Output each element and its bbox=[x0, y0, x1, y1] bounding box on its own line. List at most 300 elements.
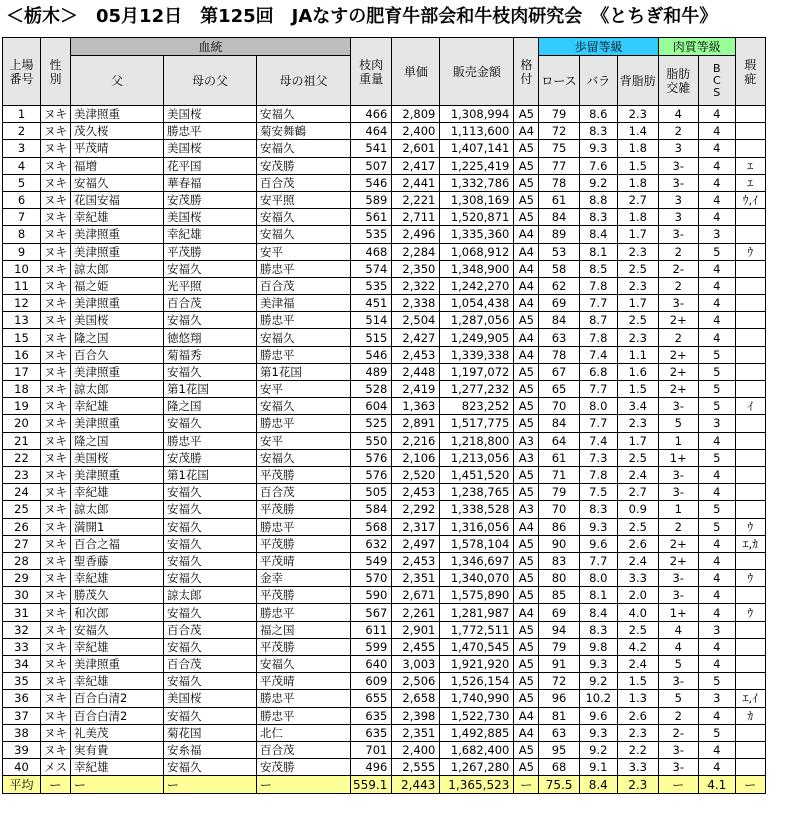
cell-grade: A5 bbox=[514, 415, 539, 432]
cell-grade: A5 bbox=[514, 535, 539, 552]
cell-weight: 567 bbox=[351, 604, 392, 621]
cell-number: 5 bbox=[3, 174, 41, 191]
cell-unit-price: 2,400 bbox=[392, 123, 440, 140]
cell-loin: 72 bbox=[539, 123, 579, 140]
table-row bbox=[3, 415, 766, 432]
cell-weight: 574 bbox=[351, 260, 392, 277]
table-row bbox=[3, 174, 766, 191]
average-sex: ー bbox=[41, 776, 71, 794]
cell-bcs: 4 bbox=[698, 123, 735, 140]
header-weight: 枝肉 重量 bbox=[351, 38, 392, 106]
table-body bbox=[3, 106, 766, 776]
cell-grade: A4 bbox=[514, 329, 539, 346]
header-yield-grade: 歩留等級 bbox=[539, 38, 658, 56]
cell-mother-grandfather: 平茂勝 bbox=[257, 587, 351, 604]
cell-grade: A5 bbox=[514, 466, 539, 483]
cell-mother-father: 百合茂 bbox=[164, 621, 257, 638]
carcass-results-table bbox=[2, 37, 766, 794]
cell-grade: A5 bbox=[514, 673, 539, 690]
cell-defect bbox=[735, 346, 765, 363]
cell-marbling: 3- bbox=[658, 295, 698, 312]
cell-unit-price: 2,400 bbox=[392, 741, 440, 758]
cell-weight: 466 bbox=[351, 106, 392, 123]
cell-bcs: 5 bbox=[698, 381, 735, 398]
cell-back-fat: 2.5 bbox=[617, 621, 658, 638]
cell-sex: ヌキ bbox=[41, 295, 71, 312]
average-mother-grandfather: ー bbox=[257, 776, 351, 794]
cell-sales: 1,407,141 bbox=[440, 140, 514, 157]
cell-mother-grandfather: 安福久 bbox=[257, 209, 351, 226]
cell-weight: 655 bbox=[351, 690, 392, 707]
cell-unit-price: 2,322 bbox=[392, 277, 440, 294]
cell-bcs: 4 bbox=[698, 707, 735, 724]
cell-marbling: 2- bbox=[658, 724, 698, 741]
cell-father: 隆之国 bbox=[71, 329, 164, 346]
cell-mother-grandfather: 安福久 bbox=[257, 449, 351, 466]
cell-marbling: 2- bbox=[658, 260, 698, 277]
cell-unit-price: 2,497 bbox=[392, 535, 440, 552]
cell-back-fat: 2.7 bbox=[617, 484, 658, 501]
cell-rib: 7.7 bbox=[579, 552, 617, 569]
cell-loin: 70 bbox=[539, 398, 579, 415]
cell-sales: 1,348,900 bbox=[440, 260, 514, 277]
cell-rib: 9.2 bbox=[579, 741, 617, 758]
cell-defect: ｴ,ｶ bbox=[735, 535, 765, 552]
cell-father: 聖香藤 bbox=[71, 552, 164, 569]
cell-back-fat: 1.7 bbox=[617, 295, 658, 312]
cell-marbling: 2+ bbox=[658, 552, 698, 569]
cell-grade: A4 bbox=[514, 123, 539, 140]
cell-grade: A5 bbox=[514, 140, 539, 157]
cell-weight: 525 bbox=[351, 415, 392, 432]
cell-mother-father: 徳悠翔 bbox=[164, 329, 257, 346]
cell-unit-price: 2,601 bbox=[392, 140, 440, 157]
cell-defect: ｳ bbox=[735, 570, 765, 587]
cell-weight: 635 bbox=[351, 707, 392, 724]
cell-sales: 1,308,994 bbox=[440, 106, 514, 123]
cell-bcs: 4 bbox=[698, 106, 735, 123]
cell-sales: 1,113,600 bbox=[440, 123, 514, 140]
cell-sex: ヌキ bbox=[41, 690, 71, 707]
cell-sex: ヌキ bbox=[41, 191, 71, 208]
cell-rib: 8.3 bbox=[579, 209, 617, 226]
cell-sex: ヌキ bbox=[41, 277, 71, 294]
cell-marbling: 3- bbox=[658, 570, 698, 587]
cell-back-fat: 3.3 bbox=[617, 759, 658, 776]
table-row bbox=[3, 260, 766, 277]
average-unit-price: 2,443 bbox=[392, 776, 440, 794]
cell-mother-grandfather: 安茂勝 bbox=[257, 157, 351, 174]
cell-back-fat: 2.3 bbox=[617, 724, 658, 741]
cell-father: 福増 bbox=[71, 157, 164, 174]
cell-defect: ｳ bbox=[735, 518, 765, 535]
cell-rib: 8.5 bbox=[579, 260, 617, 277]
cell-bcs: 4 bbox=[698, 140, 735, 157]
cell-mother-father: 安茂勝 bbox=[164, 449, 257, 466]
cell-marbling: 3- bbox=[658, 741, 698, 758]
cell-number: 38 bbox=[3, 724, 41, 741]
table-row bbox=[3, 140, 766, 157]
cell-defect bbox=[735, 552, 765, 569]
cell-grade: A5 bbox=[514, 621, 539, 638]
cell-father: 諒太郎 bbox=[71, 260, 164, 277]
cell-back-fat: 3.3 bbox=[617, 570, 658, 587]
cell-grade: A5 bbox=[514, 209, 539, 226]
cell-father: 平茂晴 bbox=[71, 140, 164, 157]
cell-number: 10 bbox=[3, 260, 41, 277]
cell-marbling: 3- bbox=[658, 174, 698, 191]
cell-number: 24 bbox=[3, 484, 41, 501]
cell-defect bbox=[735, 449, 765, 466]
cell-marbling: 3- bbox=[658, 484, 698, 501]
cell-number: 4 bbox=[3, 157, 41, 174]
cell-marbling: 3- bbox=[658, 587, 698, 604]
cell-marbling: 2+ bbox=[658, 535, 698, 552]
cell-defect bbox=[735, 312, 765, 329]
cell-number: 26 bbox=[3, 518, 41, 535]
cell-defect bbox=[735, 363, 765, 380]
cell-number: 34 bbox=[3, 656, 41, 673]
cell-marbling: 4 bbox=[658, 621, 698, 638]
cell-mother-grandfather: 百合茂 bbox=[257, 277, 351, 294]
cell-loin: 80 bbox=[539, 570, 579, 587]
cell-sex: ヌキ bbox=[41, 587, 71, 604]
cell-father: 美津照重 bbox=[71, 226, 164, 243]
cell-back-fat: 0.9 bbox=[617, 501, 658, 518]
cell-loin: 86 bbox=[539, 518, 579, 535]
cell-sex: ヌキ bbox=[41, 106, 71, 123]
cell-marbling: 2 bbox=[658, 707, 698, 724]
cell-unit-price: 2,901 bbox=[392, 621, 440, 638]
cell-unit-price: 2,427 bbox=[392, 329, 440, 346]
cell-mother-father: 第1花国 bbox=[164, 466, 257, 483]
cell-back-fat: 2.4 bbox=[617, 466, 658, 483]
table-row bbox=[3, 226, 766, 243]
cell-mother-grandfather: 安福久 bbox=[257, 106, 351, 123]
average-weight: 559.1 bbox=[351, 776, 392, 794]
cell-sales: 1,308,169 bbox=[440, 191, 514, 208]
cell-loin: 81 bbox=[539, 707, 579, 724]
cell-mother-grandfather: 安平 bbox=[257, 432, 351, 449]
cell-back-fat: 2.5 bbox=[617, 449, 658, 466]
cell-number: 8 bbox=[3, 226, 41, 243]
cell-sales: 1,682,400 bbox=[440, 741, 514, 758]
cell-back-fat: 2.6 bbox=[617, 535, 658, 552]
cell-rib: 9.8 bbox=[579, 638, 617, 655]
cell-loin: 62 bbox=[539, 277, 579, 294]
cell-father: 諒太郎 bbox=[71, 501, 164, 518]
cell-sales: 1,316,056 bbox=[440, 518, 514, 535]
cell-defect bbox=[735, 432, 765, 449]
cell-mother-father: 安福久 bbox=[164, 518, 257, 535]
cell-defect bbox=[735, 656, 765, 673]
cell-weight: 590 bbox=[351, 587, 392, 604]
cell-bcs: 4 bbox=[698, 157, 735, 174]
cell-back-fat: 4.2 bbox=[617, 638, 658, 655]
cell-mother-grandfather: 第1花国 bbox=[257, 363, 351, 380]
cell-unit-price: 2,221 bbox=[392, 191, 440, 208]
cell-defect bbox=[735, 209, 765, 226]
cell-unit-price: 2,891 bbox=[392, 415, 440, 432]
cell-weight: 505 bbox=[351, 484, 392, 501]
cell-back-fat: 2.4 bbox=[617, 552, 658, 569]
cell-back-fat: 2.5 bbox=[617, 312, 658, 329]
cell-bcs: 4 bbox=[698, 295, 735, 312]
table-row bbox=[3, 191, 766, 208]
cell-loin: 77 bbox=[539, 157, 579, 174]
cell-mother-grandfather: 安福久 bbox=[257, 226, 351, 243]
cell-back-fat: 1.8 bbox=[617, 209, 658, 226]
cell-marbling: 3- bbox=[658, 759, 698, 776]
cell-number: 40 bbox=[3, 759, 41, 776]
table-row bbox=[3, 312, 766, 329]
average-mother-father: ー bbox=[164, 776, 257, 794]
cell-mother-grandfather: 安福久 bbox=[257, 329, 351, 346]
cell-number: 35 bbox=[3, 673, 41, 690]
cell-marbling: 3- bbox=[658, 673, 698, 690]
cell-mother-father: 第1花国 bbox=[164, 381, 257, 398]
cell-loin: 79 bbox=[539, 638, 579, 655]
cell-father: 幸紀雄 bbox=[71, 398, 164, 415]
cell-sales: 1,335,360 bbox=[440, 226, 514, 243]
cell-sex: ヌキ bbox=[41, 604, 71, 621]
cell-bcs: 4 bbox=[698, 535, 735, 552]
cell-defect bbox=[735, 260, 765, 277]
cell-mother-grandfather: 平茂晴 bbox=[257, 673, 351, 690]
cell-sex: ヌキ bbox=[41, 449, 71, 466]
cell-unit-price: 2,351 bbox=[392, 570, 440, 587]
cell-mother-father: 安福久 bbox=[164, 415, 257, 432]
cell-bcs: 3 bbox=[698, 226, 735, 243]
cell-grade: A4 bbox=[514, 707, 539, 724]
cell-defect: ｲ bbox=[735, 398, 765, 415]
cell-bcs: 4 bbox=[698, 209, 735, 226]
cell-sales: 1,338,528 bbox=[440, 501, 514, 518]
average-label: 平均 bbox=[3, 776, 41, 794]
cell-grade: A3 bbox=[514, 432, 539, 449]
cell-mother-grandfather: 安福久 bbox=[257, 398, 351, 415]
header-rib: バラ bbox=[579, 56, 617, 106]
cell-grade: A5 bbox=[514, 174, 539, 191]
cell-weight: 489 bbox=[351, 363, 392, 380]
cell-unit-price: 2,658 bbox=[392, 690, 440, 707]
cell-loin: 75 bbox=[539, 140, 579, 157]
header-number: 上場 番号 bbox=[3, 38, 41, 106]
cell-weight: 496 bbox=[351, 759, 392, 776]
cell-defect: ｴ,ｲ bbox=[735, 690, 765, 707]
cell-mother-father: 安福久 bbox=[164, 260, 257, 277]
cell-loin: 91 bbox=[539, 656, 579, 673]
cell-sex: ヌキ bbox=[41, 673, 71, 690]
cell-sex: ヌキ bbox=[41, 501, 71, 518]
cell-bcs: 4 bbox=[698, 260, 735, 277]
cell-sex: ヌキ bbox=[41, 621, 71, 638]
cell-mother-grandfather: 福之国 bbox=[257, 621, 351, 638]
table-row bbox=[3, 209, 766, 226]
cell-sales: 1,287,056 bbox=[440, 312, 514, 329]
cell-rib: 9.3 bbox=[579, 656, 617, 673]
cell-rib: 7.7 bbox=[579, 415, 617, 432]
cell-bcs: 4 bbox=[698, 191, 735, 208]
cell-number: 1 bbox=[3, 106, 41, 123]
cell-mother-father: 安福久 bbox=[164, 638, 257, 655]
cell-number: 9 bbox=[3, 243, 41, 260]
table-row bbox=[3, 106, 766, 123]
cell-rib: 9.1 bbox=[579, 759, 617, 776]
cell-back-fat: 2.0 bbox=[617, 587, 658, 604]
table-row bbox=[3, 535, 766, 552]
cell-defect bbox=[735, 466, 765, 483]
cell-unit-price: 2,106 bbox=[392, 449, 440, 466]
cell-mother-grandfather: 平茂勝 bbox=[257, 501, 351, 518]
cell-father: 美津照重 bbox=[71, 243, 164, 260]
cell-marbling: 2+ bbox=[658, 363, 698, 380]
cell-number: 15 bbox=[3, 329, 41, 346]
cell-rib: 7.4 bbox=[579, 432, 617, 449]
cell-back-fat: 2.7 bbox=[617, 191, 658, 208]
cell-bcs: 4 bbox=[698, 656, 735, 673]
cell-sales: 1,197,072 bbox=[440, 363, 514, 380]
cell-marbling: 2 bbox=[658, 329, 698, 346]
cell-bcs: 4 bbox=[698, 329, 735, 346]
cell-back-fat: 1.5 bbox=[617, 673, 658, 690]
cell-number: 2 bbox=[3, 123, 41, 140]
cell-back-fat: 1.6 bbox=[617, 363, 658, 380]
cell-grade: A4 bbox=[514, 518, 539, 535]
header-bcs: B C S bbox=[698, 56, 735, 106]
cell-weight: 550 bbox=[351, 432, 392, 449]
cell-back-fat: 2.3 bbox=[617, 415, 658, 432]
cell-sex: ヌキ bbox=[41, 432, 71, 449]
cell-bcs: 4 bbox=[698, 587, 735, 604]
cell-father: 美津照重 bbox=[71, 106, 164, 123]
cell-rib: 7.7 bbox=[579, 381, 617, 398]
cell-father: 美津照重 bbox=[71, 656, 164, 673]
cell-father: 美津照重 bbox=[71, 466, 164, 483]
cell-defect bbox=[735, 484, 765, 501]
cell-sales: 1,346,697 bbox=[440, 552, 514, 569]
cell-loin: 64 bbox=[539, 432, 579, 449]
cell-unit-price: 1,363 bbox=[392, 398, 440, 415]
cell-rib: 7.8 bbox=[579, 466, 617, 483]
cell-loin: 84 bbox=[539, 415, 579, 432]
cell-bcs: 4 bbox=[698, 174, 735, 191]
cell-defect bbox=[735, 673, 765, 690]
cell-weight: 507 bbox=[351, 157, 392, 174]
cell-defect: ｳ bbox=[735, 243, 765, 260]
cell-marbling: 5 bbox=[658, 415, 698, 432]
cell-mother-father: 百合茂 bbox=[164, 656, 257, 673]
cell-father: 礼美茂 bbox=[71, 724, 164, 741]
cell-grade: A5 bbox=[514, 484, 539, 501]
cell-grade: A4 bbox=[514, 346, 539, 363]
cell-grade: A5 bbox=[514, 398, 539, 415]
cell-sex: ヌキ bbox=[41, 484, 71, 501]
cell-sales: 1,249,905 bbox=[440, 329, 514, 346]
cell-weight: 514 bbox=[351, 312, 392, 329]
cell-number: 37 bbox=[3, 707, 41, 724]
cell-sales: 1,332,786 bbox=[440, 174, 514, 191]
cell-number: 22 bbox=[3, 449, 41, 466]
cell-sales: 1,740,990 bbox=[440, 690, 514, 707]
cell-mother-grandfather: 平茂勝 bbox=[257, 535, 351, 552]
cell-unit-price: 2,496 bbox=[392, 226, 440, 243]
cell-father: 安福久 bbox=[71, 174, 164, 191]
cell-weight: 570 bbox=[351, 570, 392, 587]
cell-defect bbox=[735, 140, 765, 157]
cell-weight: 468 bbox=[351, 243, 392, 260]
cell-number: 32 bbox=[3, 621, 41, 638]
cell-grade: A3 bbox=[514, 501, 539, 518]
cell-back-fat: 2.3 bbox=[617, 243, 658, 260]
cell-marbling: 2 bbox=[658, 123, 698, 140]
cell-weight: 599 bbox=[351, 638, 392, 655]
cell-grade: A5 bbox=[514, 312, 539, 329]
cell-sales: 1,213,056 bbox=[440, 449, 514, 466]
cell-marbling: 2 bbox=[658, 243, 698, 260]
cell-weight: 535 bbox=[351, 226, 392, 243]
cell-mother-grandfather: 百合茂 bbox=[257, 484, 351, 501]
header-back-fat: 背脂肪 bbox=[617, 56, 658, 106]
cell-rib: 8.8 bbox=[579, 191, 617, 208]
cell-bcs: 4 bbox=[698, 277, 735, 294]
cell-sex: ヌキ bbox=[41, 226, 71, 243]
cell-bcs: 4 bbox=[698, 484, 735, 501]
average-defect: ー bbox=[735, 776, 765, 794]
cell-sex: ヌキ bbox=[41, 535, 71, 552]
cell-sex: ヌキ bbox=[41, 570, 71, 587]
table-row bbox=[3, 295, 766, 312]
cell-rib: 9.6 bbox=[579, 535, 617, 552]
table-row bbox=[3, 552, 766, 569]
cell-grade: A5 bbox=[514, 587, 539, 604]
cell-father: 美津照重 bbox=[71, 295, 164, 312]
cell-back-fat: 1.7 bbox=[617, 226, 658, 243]
cell-defect bbox=[735, 724, 765, 741]
cell-unit-price: 2,350 bbox=[392, 260, 440, 277]
cell-grade: A5 bbox=[514, 759, 539, 776]
cell-father: 百合久 bbox=[71, 346, 164, 363]
cell-loin: 70 bbox=[539, 501, 579, 518]
header-loin: ロース bbox=[539, 56, 579, 106]
cell-defect bbox=[735, 106, 765, 123]
cell-bcs: 5 bbox=[698, 518, 735, 535]
table-row bbox=[3, 587, 766, 604]
cell-sex: ヌキ bbox=[41, 260, 71, 277]
cell-mother-grandfather: 安福久 bbox=[257, 656, 351, 673]
cell-unit-price: 2,292 bbox=[392, 501, 440, 518]
cell-number: 31 bbox=[3, 604, 41, 621]
cell-sales: 1,225,419 bbox=[440, 157, 514, 174]
average-row bbox=[3, 776, 766, 794]
table-row bbox=[3, 277, 766, 294]
cell-mother-father: 光平照 bbox=[164, 277, 257, 294]
cell-defect bbox=[735, 381, 765, 398]
cell-weight: 589 bbox=[351, 191, 392, 208]
cell-unit-price: 2,520 bbox=[392, 466, 440, 483]
cell-grade: A5 bbox=[514, 552, 539, 569]
cell-mother-father: 安福久 bbox=[164, 363, 257, 380]
cell-loin: 79 bbox=[539, 484, 579, 501]
cell-bcs: 4 bbox=[698, 604, 735, 621]
table-row bbox=[3, 518, 766, 535]
cell-rib: 8.4 bbox=[579, 604, 617, 621]
cell-rib: 7.7 bbox=[579, 295, 617, 312]
cell-rib: 7.5 bbox=[579, 484, 617, 501]
table-row bbox=[3, 243, 766, 260]
cell-sales: 1,517,775 bbox=[440, 415, 514, 432]
cell-loin: 94 bbox=[539, 621, 579, 638]
